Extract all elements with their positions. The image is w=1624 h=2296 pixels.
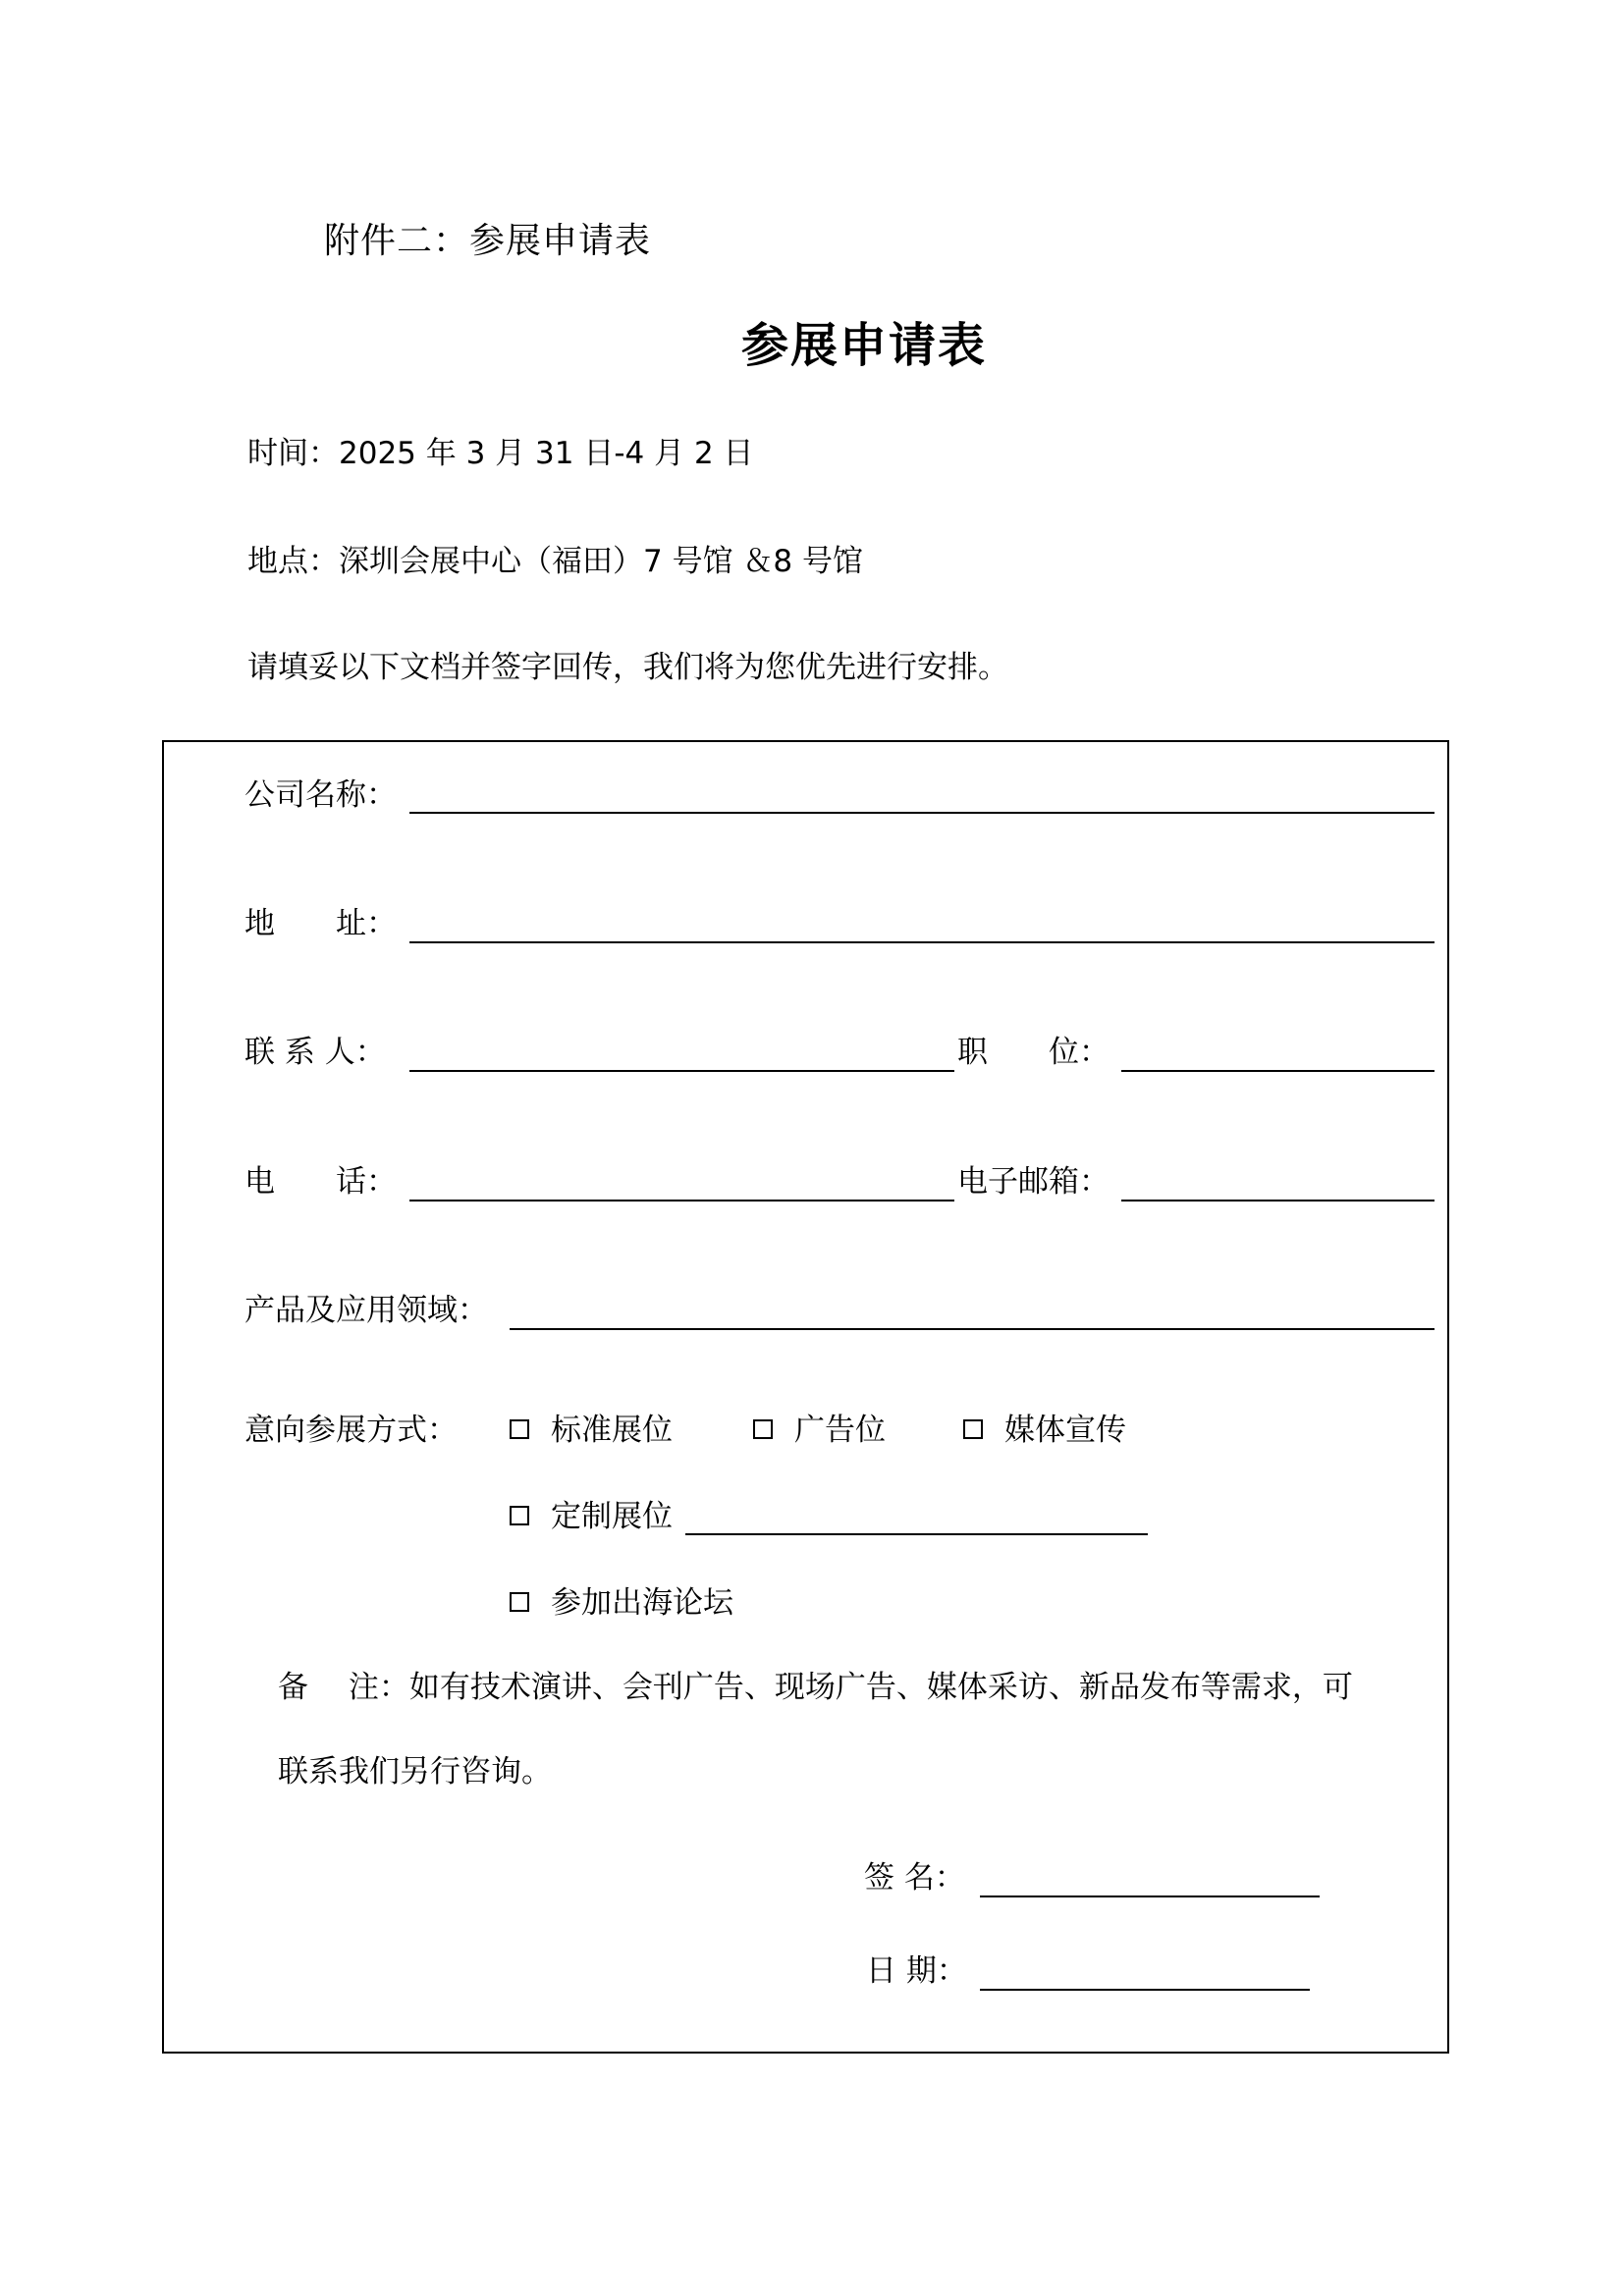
option-label: 标准展位 xyxy=(551,1413,673,1448)
option-standard-booth[interactable] xyxy=(510,1409,673,1452)
option-media-promo[interactable] xyxy=(963,1409,1126,1452)
option-label: 媒体宣传 xyxy=(1004,1413,1126,1448)
checkbox-icon[interactable] xyxy=(510,1506,529,1525)
date-label: 日 期： xyxy=(866,1953,967,1989)
application-form xyxy=(162,740,1449,2054)
address-label: 地 址： xyxy=(244,906,397,941)
option-ad-space[interactable] xyxy=(753,1409,886,1452)
page-title: 参展申请表 xyxy=(740,318,987,373)
event-location: 地点：深圳会展中心（福田）7 号馆 ＆8 号馆 xyxy=(247,544,864,579)
option-label: 定制展位 xyxy=(551,1499,673,1534)
signature-field[interactable] xyxy=(980,1896,1320,1897)
checkbox-icon[interactable] xyxy=(753,1419,773,1439)
participation-mode-label: 意向参展方式： xyxy=(244,1413,458,1448)
address-field[interactable] xyxy=(409,941,1435,943)
date-field[interactable] xyxy=(980,1989,1310,1991)
attachment-label: 附件二：参展申请表 xyxy=(324,221,652,261)
email-label: 电子邮箱： xyxy=(957,1164,1110,1200)
checkbox-icon[interactable] xyxy=(510,1419,529,1439)
instruction-text: 请填妥以下文档并签字回传，我们将为您优先进行安排。 xyxy=(247,650,1008,685)
email-field[interactable] xyxy=(1121,1200,1435,1201)
product-field-label: 产品及应用领域： xyxy=(244,1293,488,1328)
custom-booth-field[interactable] xyxy=(685,1533,1148,1535)
option-label: 广告位 xyxy=(794,1413,886,1448)
position-field[interactable] xyxy=(1121,1070,1435,1072)
event-time: 时间：2025 年 3 月 31 日-4 月 2 日 xyxy=(247,436,754,471)
product-field[interactable] xyxy=(510,1328,1435,1330)
phone-field[interactable] xyxy=(409,1200,954,1201)
remark-text-continued: 联系我们另行咨询。 xyxy=(278,1754,552,1789)
checkbox-icon[interactable] xyxy=(510,1592,529,1612)
option-label: 参加出海论坛 xyxy=(551,1585,733,1621)
contact-person-label: 联 系 人： xyxy=(244,1035,386,1070)
option-custom-booth[interactable] xyxy=(510,1495,673,1538)
signature-label: 签 名： xyxy=(864,1860,965,1896)
phone-label: 电 话： xyxy=(244,1164,397,1200)
position-label: 职 位： xyxy=(957,1035,1110,1070)
contact-person-field[interactable] xyxy=(409,1070,954,1072)
checkbox-icon[interactable] xyxy=(963,1419,983,1439)
company-name-field[interactable] xyxy=(409,812,1435,814)
option-forum[interactable] xyxy=(510,1581,733,1625)
remark-text: 备 注：如有技术演讲、会刊广告、现场广告、媒体采访、新品发布等需求，可 xyxy=(278,1670,1353,1705)
company-name-label: 公司名称： xyxy=(244,777,397,813)
